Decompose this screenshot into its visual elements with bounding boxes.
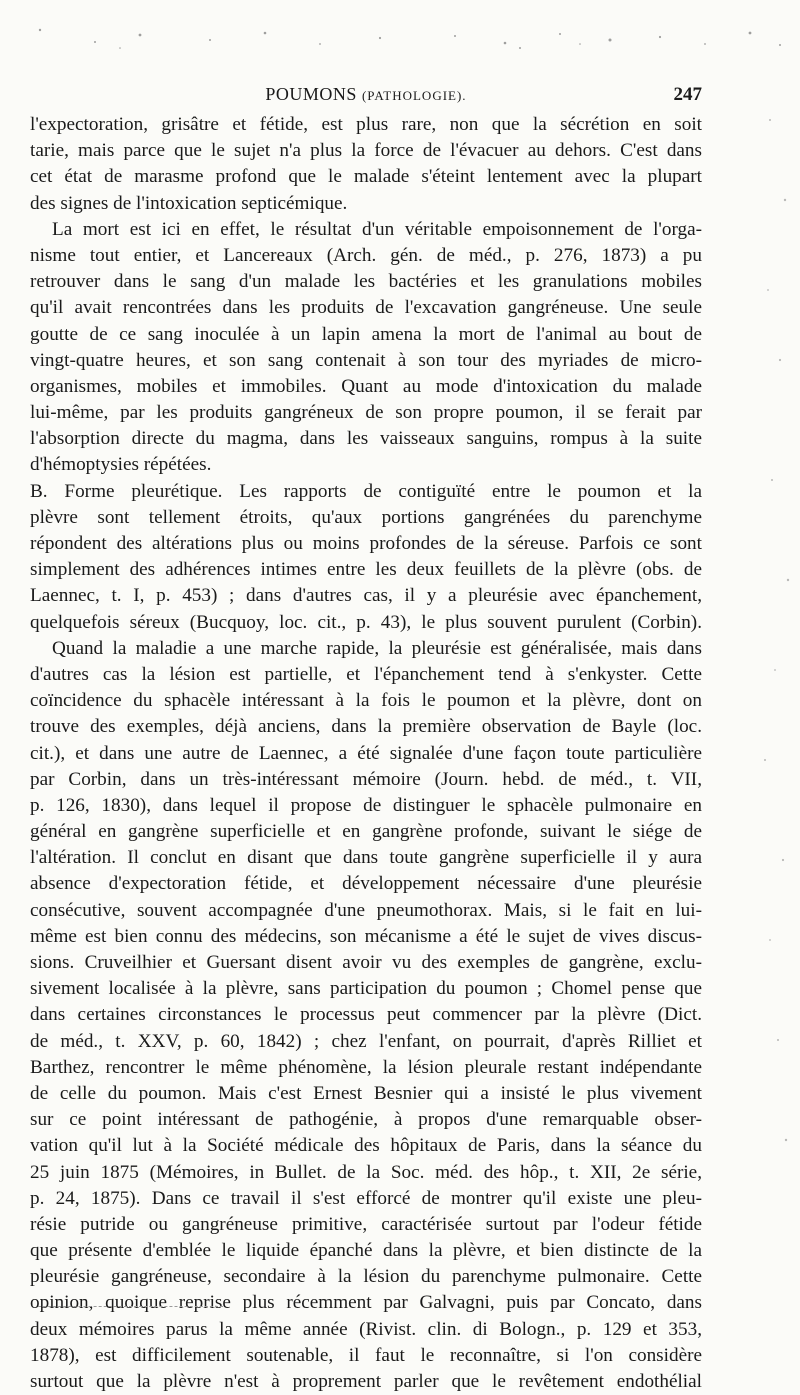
text-line: de méd., t. XXV, p. 60, 1842) ; chez l'enfant, on pourrait, d'après Rilliet et (30, 1030, 702, 1052)
text-line: de celle du poumon. Mais c'est Ernest Besnier qui a insisté le plus vivement (30, 1082, 702, 1104)
text-line: cit.), et dans une autre de Laennec, a été signalée d'une façon toute particulière (30, 742, 702, 764)
text-line: pleurésie gangréneuse, secondaire à la lésion du parenchyme pulmonaire. Cette (30, 1266, 702, 1288)
text-line: deux mémoires parus la même année (Rivist. clin. di Bologn., p. 129 et 353, (30, 1318, 702, 1340)
text-line: nisme tout entier, et Lancereaux (Arch. gén. de méd., p. 276, 1873) a pu (30, 244, 702, 266)
text-line: d'autres cas la lésion est partielle, et l'épanchement tend à s'enkyster. Cette (30, 663, 702, 685)
text-line: goutte de ce sang inoculée à un lapin amena la mort de l'animal au bout de (30, 323, 702, 345)
scan-noise-margin (750, 60, 800, 1300)
text-line: Laennec, t. I, p. 453) ; dans d'autres cas, il y a pleurésie avec épanchement, (30, 585, 702, 607)
text-line: vation qu'il lut à la Société médicale des hôpitaux de Paris, dans la séance du (30, 1135, 702, 1157)
running-title (30, 84, 702, 105)
text-line: sions. Cruveilhier et Guersant disent avoir vu des exemples de gangrène, exclu- (30, 952, 702, 973)
text-line: plèvre sont tellement étroits, qu'aux portions gangrénées du parenchyme (30, 506, 702, 528)
text-line: B. Forme pleurétique. Les rapports de contiguïté entre le poumon et la (30, 480, 702, 502)
text-line: Quand la maladie a une marche rapide, la pleurésie est généralisée, mais dans (52, 637, 702, 659)
text-line: sivement localisée à la plèvre, sans participation du poumon ; Chomel pense que (30, 978, 702, 1000)
text-line: lui-même, par les produits gangréneux de son propre poumon, il se ferait par (30, 402, 702, 424)
text-line: retrouver dans le sang d'un malade les bactéries et les granulations mobiles (30, 271, 702, 293)
running-header (30, 84, 702, 110)
text-line: simplement des adhérences intimes entre les deux feuillets de la plèvre (obs. de (30, 559, 702, 581)
text-line: vingt-quatre heures, et son sang contenait à son tour des myriades de micro- (30, 349, 702, 371)
text-line: cet état de marasme profond que le malade s'éteint lentement avec la plupart (30, 166, 702, 188)
text-line: des signes de l'intoxication septicémique. (30, 192, 348, 214)
footer-rule (38, 1306, 223, 1309)
text-line: répondent des altérations plus ou moins profondes de la séreuse. Parfois ce sont (30, 533, 702, 554)
text-line: trouve des exemples, déjà anciens, dans la première observation de Bayle (loc. (30, 716, 702, 738)
text-line: d'hémoptysies répétées. (30, 454, 212, 476)
header-subtitle: (PATHOLOGIE). (361, 88, 467, 103)
text-line: Barthez, rencontrer le même phénomène, la lésion pleurale restant indépendante (30, 1056, 702, 1078)
text-line: p. 126, 1830), dans lequel il propose de distinguer le sphacèle pulmonaire en (30, 794, 702, 816)
text-line: par Corbin, dans un très-intéressant mémoire (Journ. hebd. de méd., t. VII, (30, 768, 702, 790)
text-line: que présente d'emblée le liquide épanché dans la plèvre, et bien distincte de la (30, 1240, 702, 1262)
text-line: La mort est ici en effet, le résultat d'un véritable empoisonnement de l'orga- (52, 218, 702, 240)
text-line: absence d'expectoration fétide, et développement nécessaire d'une pleurésie (30, 873, 702, 895)
text-line: l'absorption directe du magma, dans les vaisseaux sanguins, rompus à la suite (30, 428, 702, 450)
text-line: consécutive, souvent accompagnée d'une pneumothorax. Mais, si le fait en lui- (30, 899, 702, 921)
text-line: p. 24, 1875). Dans ce travail il s'est efforcé de montrer qu'il existe une pleu- (30, 1187, 702, 1209)
text-line: 25 juin 1875 (Mémoires, in Bullet. de la Soc. méd. des hôp., t. XII, 2e série, (30, 1161, 702, 1183)
text-line: dans certaines circonstances le processus peut commencer par la plèvre (Dict. (30, 1004, 702, 1026)
text-line: général en gangrène superficielle et en gangrène profonde, suivant le siége de (30, 821, 702, 843)
text-line: tarie, mais parce que le sujet n'a plus la force de l'évacuer au dehors. C'est dans (30, 140, 702, 162)
text-line: 1878), est difficilement soutenable, il faut le reconnaître, si l'on considère (30, 1344, 702, 1366)
text-line: résie putride ou gangréneuse primitive, caractérisée surtout par l'odeur fétide (30, 1213, 702, 1235)
page-body (30, 112, 702, 1395)
text-line: opinion, quoique reprise plus récemment par Galvagni, puis par Concato, dans (30, 1292, 702, 1314)
header-title: POUMONS (265, 84, 357, 104)
text-line: coïncidence du sphacèle intéressant à la fois le poumon et la plèvre, dont on (30, 690, 702, 712)
text-line: qu'il avait rencontrées dans les produits de l'excavation gangréneuse. Une seule (30, 297, 702, 319)
text-line: l'altération. Il conclut en disant que dans toute gangrène superficielle il y aura (30, 847, 702, 869)
text-line: même est bien connu des médecins, son mécanisme a été le sujet de vives discus- (30, 925, 702, 947)
scan-noise-top (0, 0, 800, 60)
text-line: sur ce point intéressant de pathogénie, à propos d'une remarquable obser- (30, 1109, 702, 1131)
page-number: 247 (673, 84, 702, 105)
text-line: organismes, mobiles et immobiles. Quant au mode d'intoxication du malade (30, 375, 702, 397)
text-line: l'expectoration, grisâtre et fétide, est plus rare, non que la sécrétion en soit (30, 114, 702, 135)
text-line: surtout que la plèvre n'est à proprement parler que le revêtement endothélial (30, 1371, 702, 1392)
text-line: quelquefois séreux (Bucquoy, loc. cit., p. 43), le plus souvent purulent (Corbin). (30, 611, 702, 633)
